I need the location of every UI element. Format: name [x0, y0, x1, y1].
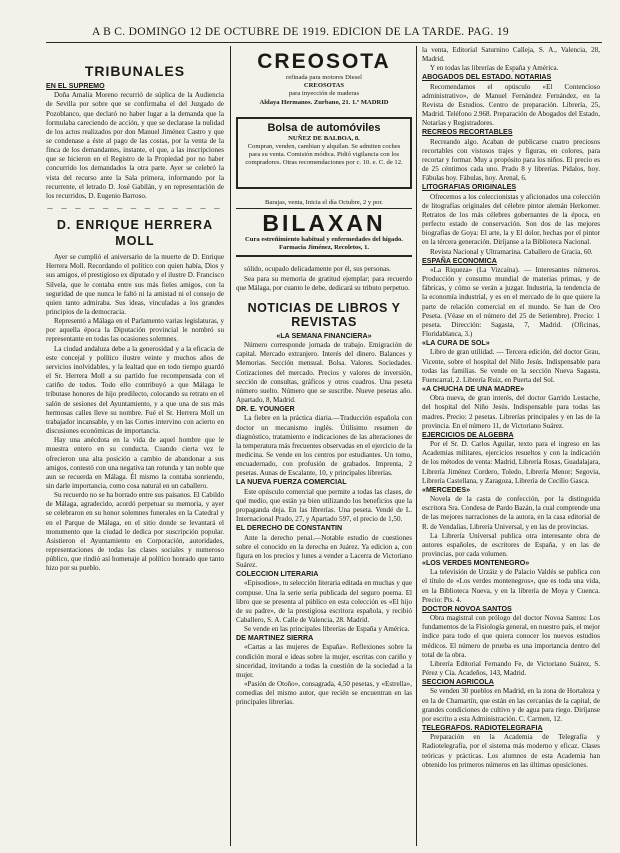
ad-bilaxan-rule	[236, 208, 412, 209]
ad-creosota-line-2: CREOSOTAS	[303, 82, 345, 90]
obituary-paragraph-1: Ayer se cumplió el aniversario de la muerte de D. Enrique Herrera Moll. Recordando el político con quien había, Dios y sus amigos, el prestigioso ex diputado y el ilustre D. Francisco Silvela, que le contaba entre sus más fieles amigos, con la seguridad de que nunca le faltó ni la amistad ni el consejo de quien tanto admiraba. Sus ideas, vinculadas a los grandes principios de la democracia.	[46, 253, 224, 317]
notice-cura-sol: Libro de gran utilidad. — Tercera edición, del doctor Grau, Vicente, sobre el hospital del Niño Jesús. Indispensable para todas las familias. Se vende en la sección Nueva Sagasta, Fuencarral, 2. Librería Ruiz, en Puerta del Sol.	[422, 348, 600, 384]
column-1	[46, 44, 224, 844]
column-2	[236, 44, 412, 844]
subheading-telegrafos: TELEGRAFOS. RADIOTELEGRAFIA	[422, 724, 543, 733]
ad-bolsa-line-2: Compran, venden, cambian y alquilan. Se admiten coches para su venta. Comisión módica. Pidió vigilancia con los compradores. Otras recomendaciones por c. 10. e. C. de 12.	[245, 143, 403, 167]
subheading-fuerza-comercial: LA NUEVA FUERZA COMERCIAL	[236, 478, 347, 487]
review-coleccion-literaria: «Episodios», tu selección literaria editada en muchas y que compuse. Una la serie sería publicada del seguro poema. El libro que se presenta al público en esta colección es «El hijo de su padre», de la prestigiosa escritora española, y recibió Caballero, S. A. Calle de Valencia, 28. Madrid.	[236, 579, 412, 624]
ad-bilaxan-title: BILAXAN	[262, 210, 386, 237]
notice-novoa-santos: Obra magistral con prólogo del doctor Novoa Santos: Los fundamentos de la Fisiología general, en nuestro país, el mejor índice para todo el que quiera conocer los nuevos estudios médicos. El número de prueba es una importancia dentro del total de la obra.	[422, 614, 600, 659]
obituary-paragraph-4: Hay una anécdota en la vida de aquel hombre que le muestra entero en su conducta. Cuando cierta vez le ofrecieron una alta posición a cambio de abandonar a sus amigos, contestó con una negativa tan rotunda y tan noble que aun se recuerda en Málaga. Él mismo la contaba sonriendo, sin darle importancia, como cosa natural en un caballero.	[46, 436, 224, 490]
subheading-martinez-sierra: DE MARTINEZ SIERRA	[236, 634, 314, 643]
subheading-cura-sol: «LA CURA DE SOL»	[422, 339, 490, 348]
notice-mercedes: Novela de la casta de confección, por la distinguida escritora Sra. Condesa de Pardo Bazán, la cual comprende una de las mejores narraciones de la autora, en la casa editorial de R. de Vendalias, Librería Universal, y en las de provincias.	[422, 495, 600, 531]
subheading-algebra: EJERCICIOS DE ALGEBRA	[422, 430, 514, 439]
column-3	[422, 44, 600, 844]
column-rule-2	[416, 46, 417, 846]
subheading-coleccion-literaria: COLECCION LITERARIA	[236, 570, 319, 579]
ad-creosota-line-1: refinada para motores Diesel	[286, 74, 362, 81]
subheading-recortables: RECREOS RECORTABLES	[422, 128, 513, 137]
ad-bolsa-title: Bolsa de automóviles	[267, 121, 381, 134]
obituary-continuation-2: Sea para su memoria de gratitud ejemplar; para recuerdo que Málaga, por cuanto le debe, dedicará su tributo perpetuo.	[236, 274, 412, 292]
review-martinez-sierra-2: «Pasión de Otoño», consagrada, 4,50 pesetas, y «Estrella», comedias del mismo autor, que recién se encuentran en las principales librerías.	[236, 680, 412, 707]
subheading-derecho: EL DERECHO DE CONSTANTIN	[236, 524, 343, 533]
obituary-continuation-1: sólido, ocupado delicadamente por él, sus personas.	[244, 265, 391, 274]
obituary-title: D. ENRIQUE HERRERA MOLL	[56, 218, 214, 249]
review-younger: La fiebre en la práctica diaria.—Traducción española con doctor un mecanismo inglés. Útilísimo resumen de diagnóstico, tratamiento e indicaciones de las alteraciones de la temperatura más frecuentes observadas en el ejercicio de la medicina. Se vende en los centros por estudiantes. Un tomo, encuadernado, con profusión de grabados. Imprenta, 2 pesetas. Aunas de Escalante, 10, y principales librerías.	[236, 414, 412, 478]
ad-bolsa-line-1: NUÑEZ DE BALBOA, 8.	[288, 134, 360, 142]
ad-bolsa-automoviles	[236, 117, 412, 189]
review-coleccion-literaria-2: Se vende en las principales librerías de España y América.	[244, 625, 410, 634]
notice-algebra: Por el Sr. D. Carlos Aguilar, texto para el ingreso en las Academias militares, ejercicios resueltos y con la indicación de los métodos de venta: Madrid, Librería Rosas, Guadalajara, Librería Jiménez Cordero, Toledo, Librería Menor; Segovia, Librería Castellana, y Zaragoza, Librería de Cecilio Gasca.	[422, 440, 600, 485]
section-title-noticias: NOTICIAS DE LIBROS Y REVISTAS	[247, 300, 401, 329]
header-rule	[46, 42, 602, 43]
obituary-paragraph-5: Su recuerdo no se ha borrado entre sus paisanos. El Cabildo de Málaga, agradecido, acordó perpetuar su memoria, y ayer se celebraron en su honor solemnes funerales en la Catedral y en el Parque de Málaga, en el sitio donde se levantará el monumento que la ciudad le dedica por suscripción popular. Asistieron el Ayuntamiento en Corporación, autoridades, representaciones de todas las clases sociales y numeroso público, que rindió así homenaje al político honrado que tanto hizo por su pueblo.	[46, 491, 224, 573]
notice-verdes-montenegro: La televisión de Urzáiz y de Palacio Valdés se publica con el título de «Los verdes montenegros», que es toda una vida, en la Biblioteca Nueva, y en la librería de Moya y Cuenca. Precio: Pts. 4.	[422, 568, 600, 604]
subheading-agricola: SECCION AGRICOLA	[422, 678, 494, 687]
ad-creosota-line-4: Aldaya Hermanos. Zurbano, 21. 1.º MADRID	[259, 98, 389, 106]
subheading-chucha-madre: «A CHUCHA DE UNA MADRE»	[422, 385, 525, 394]
ad-creosota-title: CREOSOTA	[257, 50, 391, 73]
notice-mercedes-2: La Librería Universal publica otra interesante obra de autores españoles, de escritores de España, y en las de provincias, por cada volumen.	[422, 531, 600, 558]
ad-bilaxan-line-1: Cura estreñimiento habitual y enfermedades del hígado. Farmacia Jiménez, Recoletos, 1.	[245, 236, 403, 252]
notice-recortables: Recreando algo. Acaban de publicarse cuatro preciosos recortables con vistosos trajes y figuras, en colores, para recortar y formar. Muy a propósito para los niños. El precio es de 25 céntimos cada uno. Prado 8 y librerías. Pídalos, hoy. Fábulas hoy. Fábulas, hoy. Arenal, 6.	[422, 137, 600, 183]
notice-espana-economica: «La Riqueza» (La Vizcaína). — Interesantes números. Producción y consumo mundial de materias primas, y de fábricas, y cómo se verán a juzgar. Industria, la tendencia de la economía industrial, y es en el mercado de lo que quiere la parte de relación comercial en el mundo. Se han de Oro Peseta. (Véase en el número del 25 de Setiembre). Precio: 1 peseta. Dirección: Sagasta, 7, Madrid. (Oficinas, Floridablanca, 3.)	[422, 265, 600, 339]
notice-abogados: Recomendamos el opúsculo «El Contencioso administrativo», de Manuel Fernández Fernández, en la Revista de Estudios. Centro de preparación. Librería, 25, Madrid. Teléfono 2.968. Preparación de Abogados del Estado, Notarías y Registradores.	[422, 82, 600, 128]
notice-novoa-santos-2: Librería Editorial Fernando Fe, de Victoriano Suárez, S. Pérez y Cía. Acadeños, 143, Madrid.	[422, 659, 600, 678]
ad-bilaxan-top-line: Barajas, venta, Inicia el día Octubre, 2 y por.	[265, 198, 383, 206]
column-rule-1	[230, 46, 231, 846]
obituary-paragraph-2: Representó a Málaga en el Parlamento varias legislaturas, y por aquella época la Diputación provincial le nombró su representante en todas las ocasiones solemnes.	[46, 317, 224, 344]
subheading-novoa-santos: DOCTOR NOVOA SANTOS	[422, 604, 512, 613]
review-martinez-sierra: «Cartas a las mujeres de España». Reflexiones sobre la condición moral e ideas sobre la mujer, escritas con cariño y sinceridad, invitando a todas la cuestión de la sociedad a la mujer.	[236, 643, 412, 679]
obituary-paragraph-3: La ciudad andaluza debe a la generosidad y a la eficacia de este concejal y político ilustre veinte y muchos años de servicios inolvidables, y la lealtad que en todo tiempo guardó el Sr. Herrera Moll a su partido fue recompensada con el cariño de todos. Todo ello contribuyó a que Málaga le tributase honores de hijo predilecto, colocando su retrato en el salón de sesiones del Ayuntamiento, y a que una de sus más hermosas calles lleve su nombre. Fué el Sr. Herrera Moll un trabajador incansable, y en las Cortes intervino con acierto en discusiones económicas de importancia.	[46, 344, 224, 436]
subheading-semana-financiera: «LA SEMANA FINANCIERA»	[276, 331, 372, 340]
article-supremo: Doña Amalia Moreno recurrió de súplica de la Audiencia de Sevilla por sobre que se confirmaba el del Juzgado de Pozoblanco, que declaró no haber lugar a la demanda que la formulaba careciendo de acción, y que se declarase la nulidad de los actos realizados por don Manuel Jiménez Castro y que se condenase a éste al pago de las costas, por la venta de la finca de los demandantes, instante, el que, a las inscripciones que se hicieron en el Registro de la Propiedad por no haber concurrido los demandados la otra parte. Ayer se celebró la vista del recurso ante la Sala primera, informando por la recurrente, el letrado D. José Gabilán, y en representación de los recurridos, D. Eugenio Barroso.	[46, 91, 224, 200]
ad-bilaxan-bottom-rule	[236, 255, 412, 257]
subheading-verdes-montenegro: «LOS VERDES MONTENEGRO»	[422, 559, 530, 568]
review-derecho: Ante la derecho penal.—Notable estudio de cuestiones sobre el conocido en la derecha en Juárez. Ya edicion a, con figura en los precios y lunes a vender a Lacerra de Victoriano Suárez.	[236, 533, 412, 569]
review-fuerza-comercial: Este opúsculo comercial que permite a todas las clases, de qué medio, que están ya bien utilizando los beneficios que la propaganda deja. En las librerías. Una peseta. Vendé de L. Internacional Prado, 27, y Apartado 597, el precio de 1,50.	[236, 487, 412, 524]
notice-continuation: la venta, Editorial Saturnino Calleja, S. A., Valencia, 28, Madrid.	[422, 46, 600, 64]
notice-agricola: Se venden 30 pueblos en Madrid, en la zona de Hortaleza y en la de Chamartín, que están en las cercanías de la capital, de grandes condiciones de cultivo y de agua para riego. Diríjanse por escrito a esta Administración. C. Carmen, 12.	[422, 687, 600, 723]
subheading-litografias: LITOGRAFIAS ORIGINALES	[422, 183, 517, 192]
ad-creosota-line-3: para inyección de maderas	[288, 90, 360, 98]
subheading-espana-economica: ESPAÑA ECONOMICA	[422, 256, 497, 265]
subheading-abogados: ABOGADOS DEL ESTADO. NOTARIAS	[422, 73, 552, 82]
notice-continuation-2: Y en todas las librerías de España y América.	[430, 64, 559, 73]
notice-chucha-madre: Obra nueva, de gran interés, del doctor Garrido Lestache, del hospital del Niño Jesús. Indispensable para todas las madres. Precio: 2 pesetas. Librerías principales y en las de la provincia. En el número 11, de Victoriano Suárez.	[422, 394, 600, 430]
notice-telegrafos: Preparación en la Academia de Telegrafía y Radiotelegrafía, por el sistema más moderno y eficaz. Clases teóricas y prácticas. Los alumnos de esta Academia han obtenido los primeros números en las últimas oposiciones.	[422, 733, 600, 769]
notice-litografias-2: Revista Nacional y Ultramarina. Caballero de Gracia, 60.	[430, 247, 593, 256]
subheading-supremo: EN EL SUPREMO	[46, 82, 105, 90]
subheading-younger: DR. E. YOUNGER	[236, 405, 295, 414]
review-semana-financiera: Número corresponde jornada de trabajo. Emigración de capital. Mercado extranjero. Interés del dinero. Balances y Memorias. Sección mensual. Bolsa. Valores. Sociedades. Cotizaciones del mercado. Precios y valores de inversión, sección de consultas, gráficos y otros cuadros. Una peseta número suelto. Número que se suscribe. Nueve pesetas año. Apartado, 8, Madrid.	[236, 341, 412, 405]
page-header: A B C. DOMINGO 12 DE OCTUBRE DE 1919. EDICION DE LA TARDE. PAG. 19	[92, 26, 509, 38]
section-title-tribunales: TRIBUNALES	[84, 63, 186, 79]
subheading-mercedes: «MERCEDES»	[422, 485, 471, 494]
separator: — — — — — — — — — — — — —	[47, 205, 223, 213]
ad-creosota	[236, 50, 412, 107]
notice-litografias: Ofrecemos a los coleccionistas y aficionados una colección de litografías originales del célebre pintor alemán Herkomer. Retratos de los más célebres gobernantes de la época, en perfecto estado de conservación. Son dos de las mejores biografías de Goya: El arte, la y El dolor, hechas por el pintor en la tércera generación. Diríjanse a la Biblioteca Nacional.	[422, 192, 600, 247]
